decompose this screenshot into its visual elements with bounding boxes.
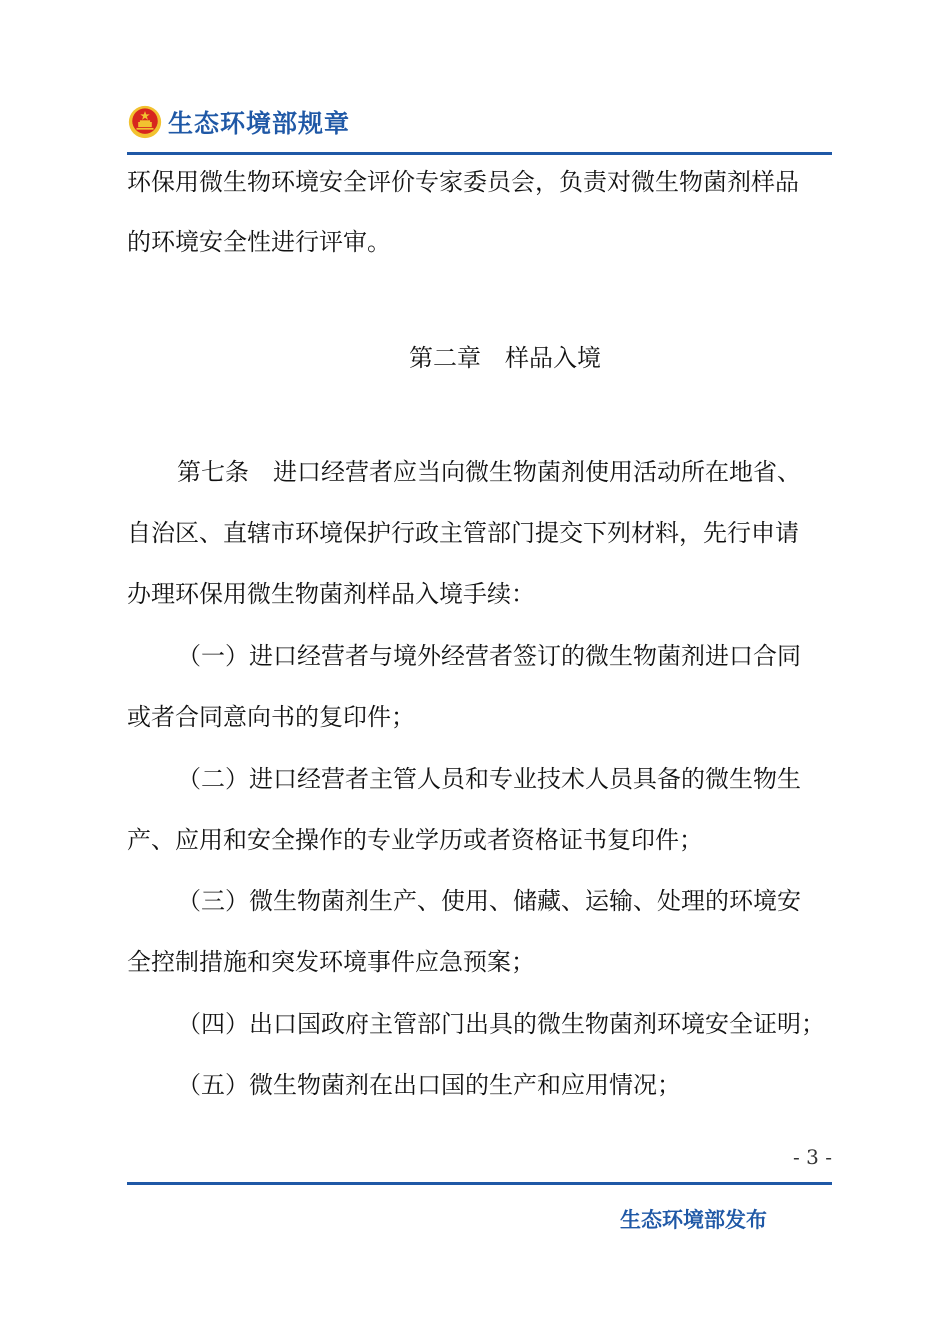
- article-line: 或者合同意向书的复印件；: [127, 703, 415, 731]
- article-line: （三）微生物菌剂生产、使用、储藏、运输、处理的环境安: [177, 887, 801, 915]
- article-line: （五）微生物菌剂在出口国的生产和应用情况；: [177, 1071, 681, 1099]
- body-line: 的环境安全性进行评审。: [127, 228, 391, 256]
- national-emblem-icon: [128, 105, 162, 139]
- page-number: - 3 -: [793, 1145, 832, 1169]
- footer-publisher: 生态环境部发布: [620, 1208, 767, 1232]
- footer-divider: [127, 1182, 832, 1185]
- header-divider: [127, 152, 832, 155]
- article-line: 产、应用和安全操作的专业学历或者资格证书复印件；: [127, 826, 703, 854]
- article-line: 自治区、直辖市环境保护行政主管部门提交下列材料，先行申请: [127, 519, 799, 547]
- article-line: 办理环保用微生物菌剂样品入境手续：: [127, 580, 535, 608]
- page-header: [128, 100, 350, 144]
- body-line: 环保用微生物环境安全评价专家委员会，负责对微生物菌剂样品: [127, 168, 799, 196]
- article-line: （四）出口国政府主管部门出具的微生物菌剂环境安全证明；: [177, 1010, 825, 1038]
- article-line: 全控制措施和突发环境事件应急预案；: [127, 948, 535, 976]
- article-line: （二）进口经营者主管人员和专业技术人员具备的微生物生: [177, 765, 801, 793]
- chapter-title: 第二章 样品入境: [409, 344, 601, 372]
- article-line: 第七条 进口经营者应当向微生物菌剂使用活动所在地省、: [177, 458, 801, 486]
- article-line: （一）进口经营者与境外经营者签订的微生物菌剂进口合同: [177, 642, 801, 670]
- header-title: 生态环境部规章: [168, 109, 351, 138]
